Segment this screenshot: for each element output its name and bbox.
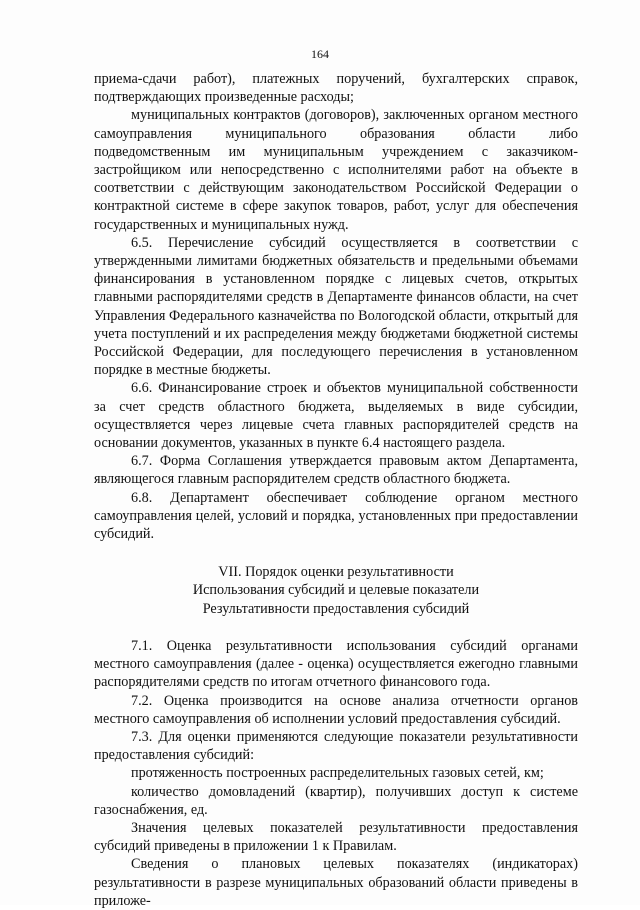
page-number: 164	[311, 47, 329, 61]
paragraph-6-8: 6.8. Департамент обеспечивает соблюдение органом местного самоуправления целей, условий и порядка, установленных при предоставлении субсидий.	[94, 489, 578, 543]
paragraph-target-values: Значения целевых показателей результативности предоставления субсидий приведены в приложении 1 к Правилам.	[94, 819, 578, 855]
section-heading-line: VII. Порядок оценки результативности	[218, 564, 454, 581]
paragraph-7-2: 7.2. Оценка производится на основе анализа отчетности органов местного самоуправления об исполнении условий предоставления субсидий.	[94, 692, 578, 727]
indicator-gas-network-length: протяженность построенных распределительных газовых сетей, км;	[131, 765, 544, 782]
paragraph-municipal-contracts: муниципальных контрактов (договоров), заключенных органом местного самоуправления муниципального образования области либо подведомственным им муниципальным учреждением с заказчиком-застройщиком или непосредственно с исполнителями работ на объекте в соответствии с действующим законодательством Российской Федерации о контрактной системе в сфере закупок товаров, работ, услуг для обеспечения государственных и муниципальных нужд.	[94, 107, 578, 233]
paragraph-6-6: 6.6. Финансирование строек и объектов муниципальной собственности за счет средств областного бюджета, выделяемых в виде субсидии, осуществляется через лицевые счета главных распорядителей средств на основании документов, указанных в пункте 6.4 настоящего раздела.	[94, 380, 578, 452]
document-body	[94, 70, 578, 910]
indicator-households-gasified: количество домовладений (квартир), получивших доступ к системе газоснабжения, ед.	[94, 783, 578, 818]
paragraph-7-1: 7.1. Оценка результативности использования субсидий органами местного самоуправления (далее - оценка) осуществляется ежегодно главными распорядителями средств по итогам отчетного финансового года.	[94, 637, 578, 691]
paragraph-receipts-continuation: приема-сдачи работ), платежных поручений, бухгалтерских справок, подтверждающих произведенные расходы;	[94, 71, 578, 106]
section-heading-line: Результативности предоставления субсидий	[202, 600, 470, 617]
section-heading-line: Использования субсидий и целевые показатели	[192, 582, 480, 599]
paragraph-6-5: 6.5. Перечисление субсидий осуществляется в соответствии с утвержденными лимитами бюджетных обязательств и предельными объемами финансирования в установленном порядке с лицевых счетов, открытых главными распорядителями средств в Департаменте финансов области, на счет Управления Федерального казначейства по Вологодской области, открытый для учета поступлений и их распределения между бюджетами бюджетной системы Российской Федерации, для последующего перечисления в установленном порядке в местные бюджеты.	[94, 234, 578, 379]
paragraph-planned-indicators: Сведения о плановых целевых показателях (индикаторах) результативности в разрезе муниципальных образований области приведены в приложе-	[94, 856, 578, 909]
paragraph-7-3: 7.3. Для оценки применяются следующие показатели результативности предоставления субсидий:	[94, 728, 578, 764]
section-heading	[94, 563, 578, 618]
paragraph-6-7: 6.7. Форма Соглашения утверждается правовым актом Департамента, являющегося главным распорядителем средств областного бюджета.	[94, 453, 578, 488]
